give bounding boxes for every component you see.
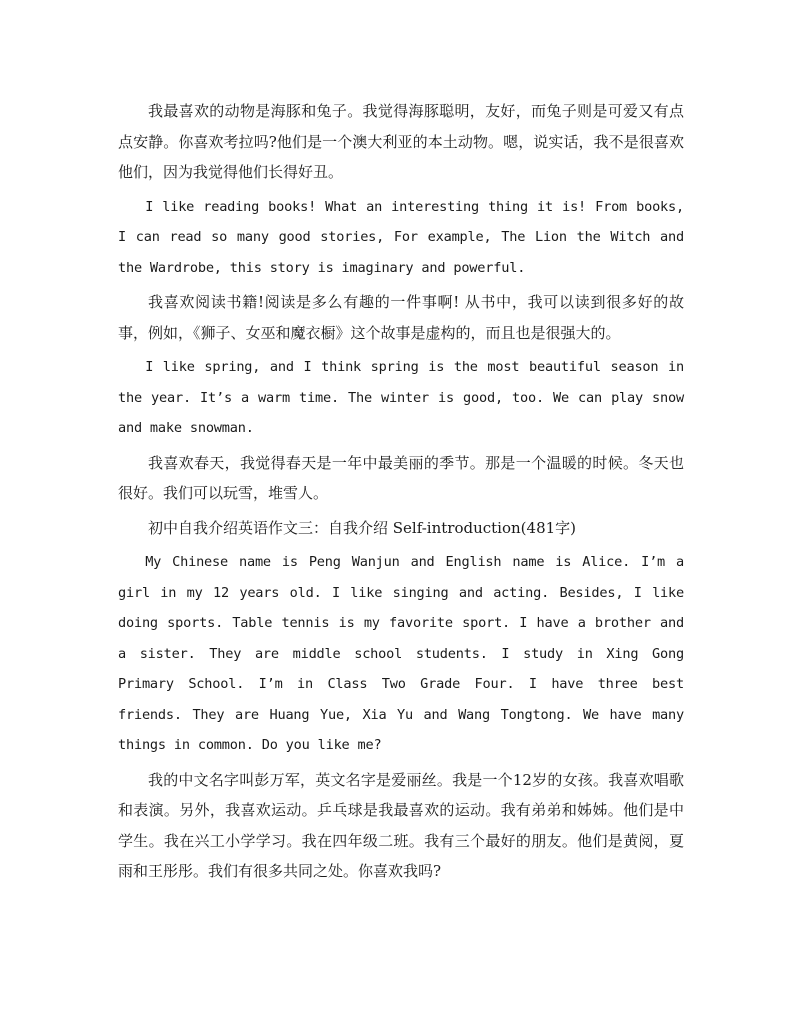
- section-heading-self-introduction: 初中自我介绍英语作文三：自我介绍 Self-introduction(481字): [148, 518, 577, 537]
- paragraph-spring-en: I like spring, and I think spring is the most beautiful season in the year. It’s a warm time. The winter is good, too. We can play snow and make snowman.: [118, 359, 684, 436]
- paragraph-favorite-animals-zh: 我最喜欢的动物是海豚和兔子。我觉得海豚聪明，友好，而兔子则是可爱又有点点安静。你喜欢考拉吗?他们是一个澳大利亚的本土动物。嗯，说实话，我不是很喜欢他们，因为我觉得他们长得好丑。: [118, 102, 684, 181]
- paragraph-self-introduction-zh: 我的中文名字叫彭万军，英文名字是爱丽丝。我是一个12岁的女孩。我喜欢唱歌和表演。另外，我喜欢运动。乒乓球是我最喜欢的运动。我有弟弟和姊姊。他们是中学生。我在兴工小学学习。我在四年级二班。我有三个最好的朋友。他们是黄阅，夏雨和王彤彤。我们有很多共同之处。你喜欢我吗?: [118, 770, 684, 880]
- document-page: [118, 96, 684, 891]
- paragraph-reading-books-zh: 我喜欢阅读书籍!阅读是多么有趣的一件事啊! 从书中，我可以读到很多好的故事，例如，《狮子、女巫和魔衣橱》这个故事是虚构的，而且也是很强大的。: [118, 293, 684, 342]
- paragraph-spring-zh: 我喜欢春天，我觉得春天是一年中最美丽的季节。那是一个温暖的时候。冬天也很好。我们可以玩雪，堆雪人。: [118, 453, 684, 502]
- paragraph-reading-books-en: I like reading books! What an interesting thing it is! From books, I can read so many good stories, For example, The Lion the Witch and the Wardrobe, this story is imaginary and powerful.: [118, 198, 684, 276]
- paragraph-self-introduction-en: My Chinese name is Peng Wanjun and English name is Alice. I’m a girl in my 12 years old. I like singing and acting. Besides, I like doing sports. Table tennis is my favorite sport. I have a brother and a sister. They are middle school students. I study in Xing Gong Primary School. I’m in Class Two Grade Four. I have three best friends. They are Huang Yue, Xia Yu and Wang Tongtong. We have many things in common. Do you like me?: [118, 554, 684, 753]
